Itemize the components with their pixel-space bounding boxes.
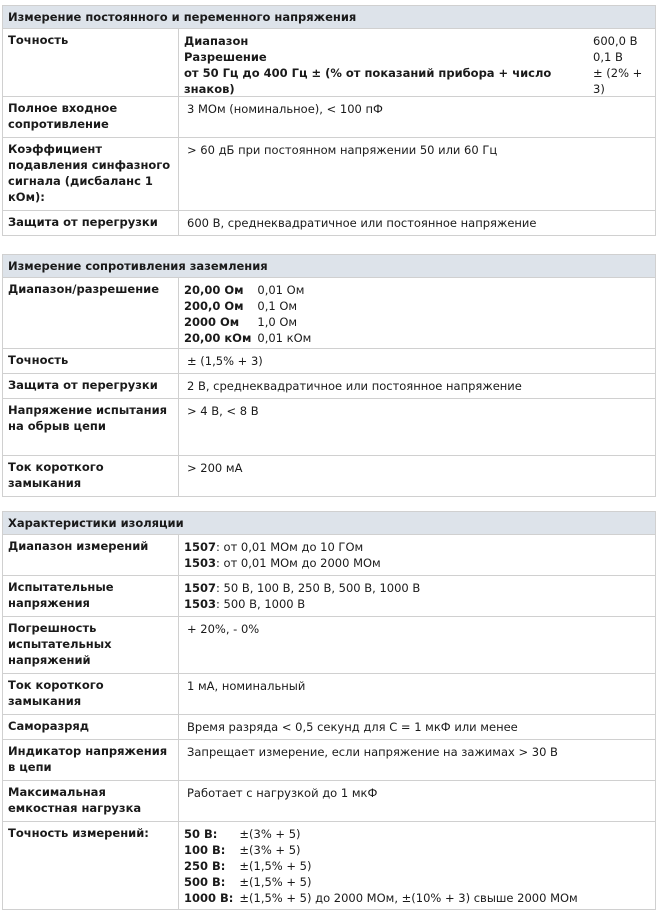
model-1507: 1507	[184, 581, 217, 595]
table-row	[3, 456, 655, 497]
section-voltage	[2, 5, 656, 236]
range-value: 600,0 В	[593, 34, 638, 48]
range-item: 20,00 Ом	[184, 283, 244, 297]
voltage-item: 250 В:	[184, 859, 226, 873]
row-value	[179, 822, 655, 909]
section-insulation-title: Характеристики изоляции	[3, 512, 655, 535]
row-value	[179, 278, 655, 348]
voltage-item: 500 В:	[184, 875, 226, 889]
row-value: Время разряда < 0,5 секунд для C = 1 мкФ или менее	[187, 720, 518, 734]
row-label: Защита от перегрузки	[3, 211, 179, 235]
range-label: Диапазон	[184, 34, 249, 48]
section-ground-resistance	[2, 254, 656, 497]
row-label: Диапазон измерений	[3, 535, 179, 575]
table-row	[3, 278, 655, 349]
table-row	[3, 740, 655, 781]
row-value: 2 В, среднеквадратичное или постоянное напряжение	[187, 379, 522, 393]
row-value: 1 мА, номинальный	[187, 679, 306, 693]
row-label: Испытательные напряжения	[3, 576, 179, 616]
row-value: 3 МОм (номинальное), < 100 пФ	[187, 102, 383, 116]
voltage-item: 1000 В:	[184, 891, 234, 905]
resolution-item: 0,01 кОм	[257, 331, 312, 345]
row-value: > 200 мА	[187, 461, 243, 475]
range-item: 200,0 Ом	[184, 299, 244, 313]
resolution-label: Разрешение	[184, 50, 267, 64]
table-row	[3, 399, 655, 456]
row-value: > 60 дБ при постоянном напряжении 50 или 60 Гц	[187, 143, 498, 157]
range-item: 20,00 кОм	[184, 331, 252, 345]
row-label: Диапазон/разрешение	[3, 278, 179, 348]
accuracy-item: ±(1,5% + 5)	[239, 875, 312, 889]
frequency-label: от 50 Гц до 400 Гц ± (% от показаний прибора + число знаков)	[184, 66, 552, 96]
table-row	[3, 674, 655, 715]
resolution-item: 0,01 Ом	[257, 283, 305, 297]
row-label: Индикатор напряжения в цепи	[3, 740, 179, 780]
accuracy-list	[184, 826, 649, 906]
table-row	[3, 822, 655, 910]
table-row	[3, 715, 655, 740]
table-row	[3, 576, 655, 617]
table-row	[3, 211, 655, 236]
resolution-item: 1,0 Ом	[257, 315, 298, 329]
accuracy-item: ±(1,5% + 5)	[239, 859, 312, 873]
section-voltage-title: Измерение постоянного и переменного напряжения	[3, 6, 655, 29]
voltage-item: 50 В:	[184, 827, 218, 841]
voltage-item: 100 В:	[184, 843, 226, 857]
range-item: 2000 Ом	[184, 315, 240, 329]
row-value: 1507: от 0,01 МОм до 10 ГОм 1503: от 0,01 МОм до 2000 МОм	[184, 540, 381, 570]
model-1507: 1507	[184, 540, 217, 554]
table-row	[3, 97, 655, 138]
table-row	[3, 374, 655, 399]
row-value	[179, 29, 655, 96]
row-label: Коэффициент подавления синфазного сигнала (дисбаланс 1 кОм):	[3, 138, 179, 210]
row-label: Точность	[3, 349, 179, 373]
section-ground-title: Измерение сопротивления заземления	[3, 255, 655, 278]
row-label: Защита от перегрузки	[3, 374, 179, 398]
row-value: ± (1,5% + 3)	[187, 354, 263, 368]
row-label: Напряжение испытания на обрыв цепи	[3, 399, 179, 455]
table-row	[3, 349, 655, 374]
table-row	[3, 781, 655, 822]
range-list	[184, 282, 649, 346]
model-1503: 1503	[184, 556, 217, 570]
row-label: Максимальная емкостная нагрузка	[3, 781, 179, 821]
row-label: Точность измерений:	[3, 822, 179, 909]
row-value: 600 В, среднеквадратичное или постоянное напряжение	[187, 216, 537, 230]
row-label: Погрешность испытательных напряжений	[3, 617, 179, 673]
model-1503: 1503	[184, 597, 217, 611]
row-value: + 20%, - 0%	[187, 622, 260, 636]
accuracy-item: ±(1,5% + 5) до 2000 МОм, ±(10% + 3) свыше 2000 МОм	[239, 891, 578, 905]
table-row	[3, 138, 655, 211]
row-label: Полное входное сопротивление	[3, 97, 179, 137]
resolution-item: 0,1 Ом	[257, 299, 298, 313]
row-value: 1507: 50 В, 100 В, 250 В, 500 В, 1000 В 1503: 500 В, 1000 В	[184, 581, 421, 611]
table-row	[3, 617, 655, 674]
row-label: Ток короткого замыкания	[3, 674, 179, 714]
row-label: Точность	[3, 29, 179, 96]
row-value: > 4 В, < 8 В	[187, 404, 259, 418]
row-value: Запрещает измерение, если напряжение на зажимах > 30 В	[187, 745, 558, 759]
row-value: Работает с нагрузкой до 1 мкФ	[187, 786, 378, 800]
row-label: Ток короткого замыкания	[3, 456, 179, 496]
accuracy-item: ±(3% + 5)	[239, 827, 301, 841]
accuracy-item: ±(3% + 5)	[239, 843, 301, 857]
row-label: Саморазряд	[3, 715, 179, 739]
section-insulation	[2, 511, 656, 910]
table-row	[3, 29, 655, 97]
frequency-value: ± (2% + 3)	[593, 66, 643, 96]
table-row	[3, 535, 655, 576]
resolution-value: 0,1 В	[593, 50, 623, 64]
